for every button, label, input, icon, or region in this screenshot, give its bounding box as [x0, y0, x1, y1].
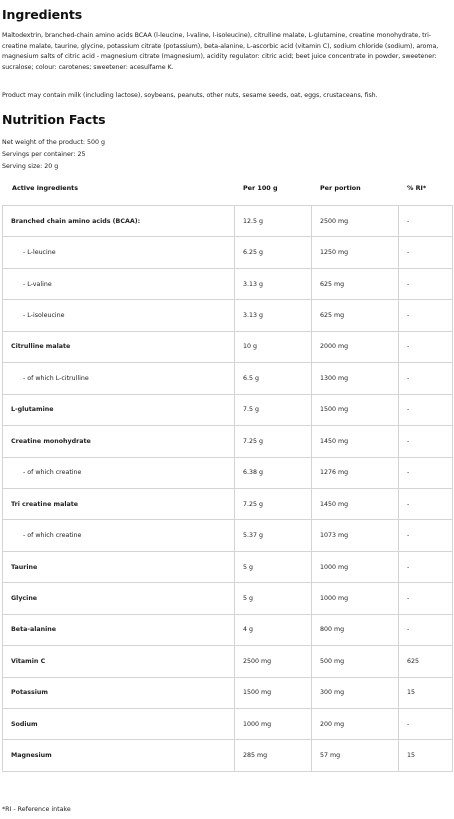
- table-row: [3, 206, 453, 237]
- net-weight: Net weight of the product: 500 g: [2, 139, 106, 146]
- per-100g-cell: 7.25 g: [235, 426, 312, 457]
- ri-cell: -: [399, 488, 453, 519]
- per-portion-cell: 57 mg: [312, 740, 399, 772]
- ingredient-name-cell: - L-leucine: [3, 237, 235, 268]
- allergen-note: Product may contain milk (including lactose), soybeans, peanuts, other nuts, sesame seeds, oat, eggs, crustaceans, fish.: [2, 92, 378, 99]
- nutrition-summary: [2, 137, 105, 173]
- per-100g-cell: 6.38 g: [235, 457, 312, 488]
- table-row: [3, 331, 453, 362]
- header-per-100g: Per 100 g: [243, 184, 278, 192]
- per-portion-cell: 200 mg: [312, 709, 399, 740]
- per-100g-cell: 1000 mg: [235, 709, 312, 740]
- table-row: [3, 740, 453, 772]
- ingredient-name-cell: Creatine monohydrate: [3, 426, 235, 457]
- ingredients-heading: Ingredients: [2, 7, 83, 22]
- ingredient-name-cell: - of which L-citrulline: [3, 363, 235, 394]
- ri-cell: -: [399, 426, 453, 457]
- table-row: [3, 614, 453, 645]
- table-row: [3, 237, 453, 268]
- ingredient-name-cell: Citrulline malate: [3, 331, 235, 362]
- nutrition-table-body: [3, 206, 453, 772]
- ri-cell: -: [399, 614, 453, 645]
- per-portion-cell: 1450 mg: [312, 488, 399, 519]
- table-row: [3, 426, 453, 457]
- ingredient-name-cell: Branched chain amino acids (BCAA):: [3, 206, 235, 237]
- table-row: [3, 488, 453, 519]
- ingredient-name-cell: - L-isoleucine: [3, 300, 235, 331]
- ingredients-text: Maltodextrin, branched-chain amino acids BCAA (l-leucine, l-valine, l-isoleucine), citrulline malate, L-glutamine, creatine monohydrate, tri-creatine malate, taurine, glycine, potassium citrate (potassium), beta-alanine, L-ascorbic acid (vitamin C), sodium chloride (sodium), aroma, magnesium salts of citric acid - magnesium citrate (magnesium), acidity regulator: citric acid; beet juice concentrate in powder, sweetener: sucralose; colour: carotenes; sweetener: acesulfame K.: [2, 32, 439, 71]
- table-row: [3, 583, 453, 614]
- table-row: [3, 520, 453, 551]
- ri-cell: -: [399, 551, 453, 582]
- ingredient-name-cell: Tri creatine malate: [3, 488, 235, 519]
- per-portion-cell: 1300 mg: [312, 363, 399, 394]
- ri-cell: -: [399, 363, 453, 394]
- ri-cell: -: [399, 206, 453, 237]
- table-row: [3, 551, 453, 582]
- per-100g-cell: 5.37 g: [235, 520, 312, 551]
- serving-size: Serving size: 20 g: [2, 163, 59, 170]
- per-100g-cell: 2500 mg: [235, 646, 312, 677]
- per-100g-cell: 4 g: [235, 614, 312, 645]
- ri-cell: -: [399, 268, 453, 299]
- servings-per-container: Servings per container: 25: [2, 151, 86, 158]
- per-portion-cell: 1000 mg: [312, 551, 399, 582]
- per-100g-cell: 5 g: [235, 551, 312, 582]
- ingredient-name-cell: Taurine: [3, 551, 235, 582]
- per-portion-cell: 1450 mg: [312, 426, 399, 457]
- table-row: [3, 268, 453, 299]
- ingredient-name-cell: Beta-alanine: [3, 614, 235, 645]
- nutrition-table: [2, 205, 453, 772]
- table-row: [3, 394, 453, 425]
- nutrition-table-header: [2, 182, 452, 195]
- ri-cell: -: [399, 331, 453, 362]
- per-portion-cell: 1073 mg: [312, 520, 399, 551]
- ri-cell: -: [399, 394, 453, 425]
- per-portion-cell: 800 mg: [312, 614, 399, 645]
- per-portion-cell: 500 mg: [312, 646, 399, 677]
- per-100g-cell: 7.25 g: [235, 488, 312, 519]
- per-100g-cell: 285 mg: [235, 740, 312, 772]
- table-row: [3, 300, 453, 331]
- ri-cell: -: [399, 709, 453, 740]
- per-100g-cell: 6.25 g: [235, 237, 312, 268]
- per-portion-cell: 625 mg: [312, 268, 399, 299]
- header-ri: % RI*: [407, 184, 427, 192]
- header-per-portion: Per portion: [320, 184, 361, 192]
- ri-cell: -: [399, 300, 453, 331]
- ri-cell: 625: [399, 646, 453, 677]
- ri-cell: 15: [399, 740, 453, 772]
- ingredient-name-cell: Glycine: [3, 583, 235, 614]
- per-portion-cell: 1500 mg: [312, 394, 399, 425]
- ri-cell: -: [399, 520, 453, 551]
- ingredient-name-cell: - of which creatine: [3, 520, 235, 551]
- per-portion-cell: 1250 mg: [312, 237, 399, 268]
- ri-cell: -: [399, 237, 453, 268]
- per-portion-cell: 300 mg: [312, 677, 399, 708]
- ingredient-name-cell: - L-valine: [3, 268, 235, 299]
- per-100g-cell: 6.5 g: [235, 363, 312, 394]
- header-active-ingredients: Active ingredients: [12, 184, 79, 192]
- ingredient-name-cell: Sodium: [3, 709, 235, 740]
- per-portion-cell: 2000 mg: [312, 331, 399, 362]
- table-row: [3, 677, 453, 708]
- per-100g-cell: 7.5 g: [235, 394, 312, 425]
- per-100g-cell: 3.13 g: [235, 268, 312, 299]
- ingredient-name-cell: Potassium: [3, 677, 235, 708]
- per-100g-cell: 10 g: [235, 331, 312, 362]
- ri-footnote: *RI - Reference intake: [2, 806, 71, 813]
- per-portion-cell: 625 mg: [312, 300, 399, 331]
- per-100g-cell: 5 g: [235, 583, 312, 614]
- per-100g-cell: 3.13 g: [235, 300, 312, 331]
- per-portion-cell: 1276 mg: [312, 457, 399, 488]
- nutrition-heading: Nutrition Facts: [2, 112, 106, 127]
- ri-cell: 15: [399, 677, 453, 708]
- per-100g-cell: 1500 mg: [235, 677, 312, 708]
- per-portion-cell: 2500 mg: [312, 206, 399, 237]
- per-100g-cell: 12.5 g: [235, 206, 312, 237]
- ingredient-name-cell: Vitamin C: [3, 646, 235, 677]
- table-row: [3, 709, 453, 740]
- table-row: [3, 646, 453, 677]
- ingredient-name-cell: - of which creatine: [3, 457, 235, 488]
- table-row: [3, 457, 453, 488]
- ingredient-name-cell: Magnesium: [3, 740, 235, 772]
- table-row: [3, 363, 453, 394]
- ri-cell: -: [399, 457, 453, 488]
- per-portion-cell: 1000 mg: [312, 583, 399, 614]
- ingredient-name-cell: L-glutamine: [3, 394, 235, 425]
- ri-cell: -: [399, 583, 453, 614]
